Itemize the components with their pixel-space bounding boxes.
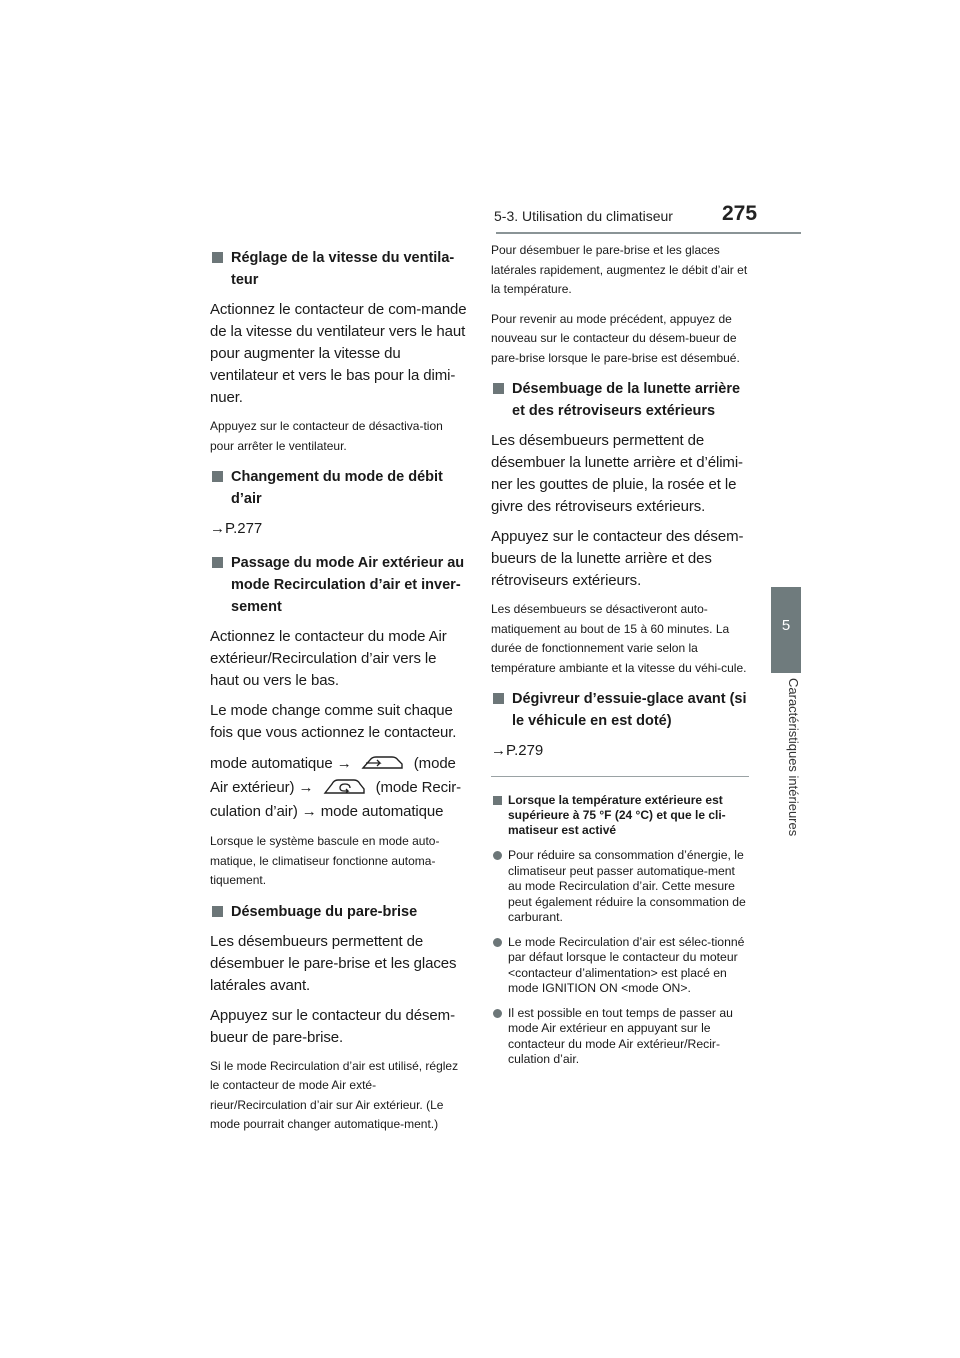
header-rule <box>496 232 801 234</box>
heading-windshield-defog: Désembuage du pare-brise <box>210 901 468 923</box>
outside-air-icon <box>360 752 406 772</box>
section-title: 5-3. Utilisation du climatiseur <box>494 208 673 224</box>
square-bullet-icon <box>212 906 223 917</box>
mode-sequence: mode automatique → (mode Air extérieur) → (mode Recir-culation d’air) → mode automatique <box>210 752 468 824</box>
heading-airflow-mode: Changement du mode de débit d’air <box>210 466 468 510</box>
square-bullet-icon <box>493 693 504 704</box>
note-bullet: Le mode Recirculation d’air est sélec-tionné par défaut lorsque le contacteur du moteur <contacteur d’alimentation> est placé en mode IGNITION ON <mode ON>. <box>491 935 751 997</box>
recirculation-air-icon <box>322 776 368 796</box>
paragraph: Les désembueurs permettent de désembuer le pare-brise et les glaces latérales avant. <box>210 932 457 994</box>
chapter-title-text: Caractéristiques intérieures <box>786 678 801 837</box>
note-heading: Lorsque la température extérieure est supérieure à 75 °F (24 °C) et que le cli-matiseur est activé <box>491 793 751 838</box>
paragraph: Actionnez le contacteur de com-mande de la vitesse du ventilateur vers le haut pour augmenter la vitesse du ventilateur et vers le bas pour la dimi-nuer. <box>210 301 467 406</box>
paragraph: Appuyez sur le contacteur du désem-bueur de pare-brise. <box>210 1006 455 1046</box>
right-column <box>491 241 751 1077</box>
heading-wiper-deicer: Dégivreur d’essuie-glace avant (si le véhicule en est doté) <box>491 688 751 732</box>
small-note: Pour revenir au mode précédent, appuyez de nouveau sur le contacteur du désem-bueur de pare-brise lorsque le pare-brise est désembué. <box>491 311 740 365</box>
paragraph: Le mode change comme suit chaque fois que vous actionnez le contacteur. <box>210 702 457 741</box>
square-bullet-icon <box>212 471 223 482</box>
square-bullet-icon <box>493 383 504 394</box>
small-note: Si le mode Recirculation d’air est utilisé, réglez le contacteur de mode Air exté-rieur/Recirculation d’air sur Air extérieur. (Le mode pourrait changer automatique-ment.) <box>210 1058 459 1131</box>
round-bullet-icon <box>493 1009 502 1018</box>
small-note: Lorsque le système bascule en mode auto-matique, le climatiseur fonctionne automa-tiquement. <box>210 834 440 887</box>
page-reference-link[interactable]: →P.279 <box>491 742 544 759</box>
left-column <box>210 241 468 1145</box>
chapter-title <box>771 678 801 858</box>
page-reference-link[interactable]: →P.277 <box>210 520 263 537</box>
heading-rear-defog: Désembuage de la lunette arrière et des rétroviseurs extérieurs <box>491 378 751 422</box>
paragraph: Les désembueurs permettent de désembuer la lunette arrière et d’élimi-ner les gouttes de pluie, la rosée et le givre des rétroviseurs extérieurs. <box>491 432 743 515</box>
chapter-number: 5 <box>781 617 791 634</box>
round-bullet-icon <box>493 851 502 860</box>
paragraph: Appuyez sur le contacteur des désem-bueurs de la lunette arrière et des rétroviseurs extérieurs. <box>491 528 744 589</box>
note-bullet: Il est possible en tout temps de passer au mode Air extérieur en appuyant sur le contacteur du mode Air extérieur/Recir-culation d’air. <box>491 1006 751 1068</box>
page-header <box>0 0 960 240</box>
small-note: Pour désembuer le pare-brise et les glaces latérales rapidement, augmentez le débit d’air et la température. <box>491 243 748 296</box>
round-bullet-icon <box>493 938 502 947</box>
chapter-tab <box>771 587 801 673</box>
heading-recirculation: Passage du mode Air extérieur au mode Recirculation d’air et inver-sement <box>210 552 468 618</box>
notes-divider <box>491 776 749 777</box>
paragraph: Actionnez le contacteur du mode Air extérieur/Recirculation d’air vers le haut ou vers le bas. <box>210 628 447 689</box>
heading-fan-speed: Réglage de la vitesse du ventila-teur <box>210 247 468 291</box>
small-note: Appuyez sur le contacteur de désactiva-tion pour arrêter le ventilateur. <box>210 419 443 453</box>
small-note: Les désembueurs se désactiveront auto-matiquement au bout de 15 à 60 minutes. La durée de fonctionnement varie selon la température ambiante et la vitesse du véhi-cule. <box>491 602 747 675</box>
square-bullet-icon <box>212 252 223 263</box>
page-number: 275 <box>722 202 758 225</box>
square-bullet-icon <box>493 796 502 805</box>
square-bullet-icon <box>212 557 223 568</box>
note-bullet: Pour réduire sa consommation d’énergie, le climatiseur peut passer automatique-ment au mode Recirculation d’air. Cette mesure peut également réduire la consommation de carburant. <box>491 848 751 926</box>
